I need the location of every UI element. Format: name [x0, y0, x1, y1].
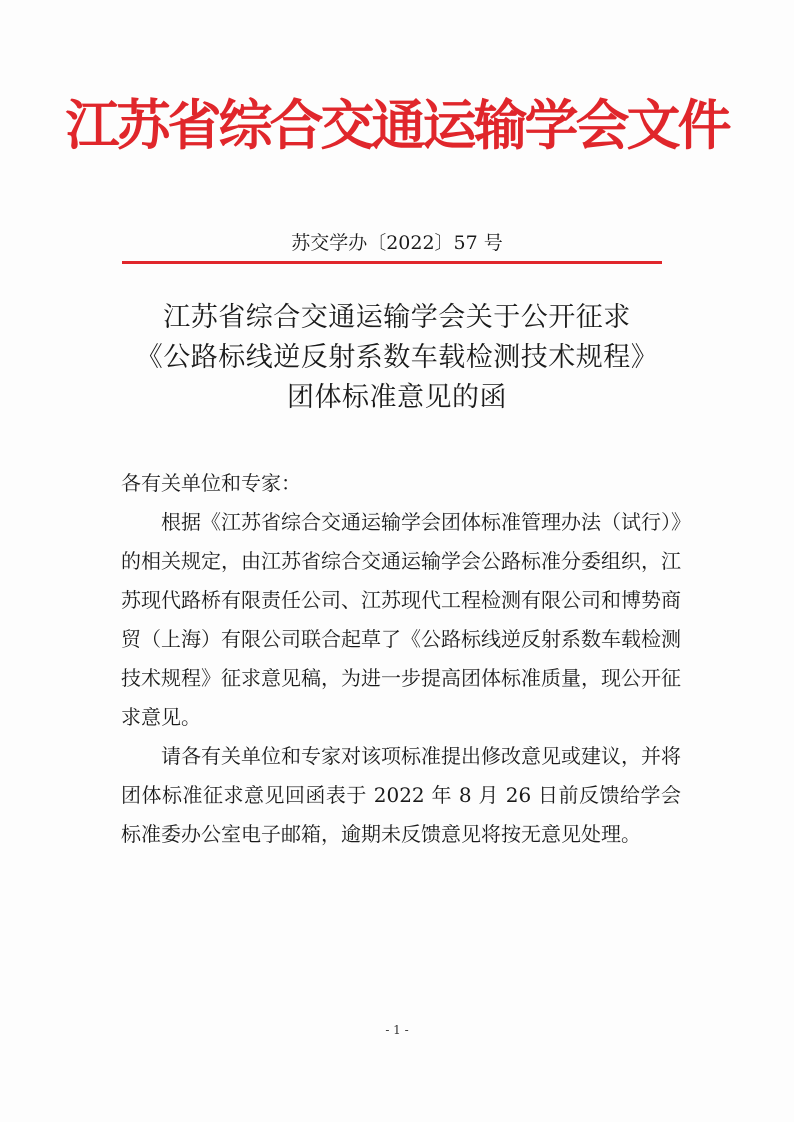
subject-line-2: 《公路标线逆反射系数车载检测技术规程》 — [135, 342, 659, 373]
body-paragraph-2: 请各有关单位和专家对该项标准提出修改意见或建议，并将团体标准征求意见回函表于 2022 年 8 月 26 日前反馈给学会标准委办公室电子邮箱，逾期未反馈意见将按无意见处理。 — [121, 744, 681, 846]
body-paragraph-1: 根据《江苏省综合交通运输学会团体标准管理办法（试行）》的相关规定，由江苏省综合交通运输学会公路标准分委组织，江苏现代路桥有限责任公司、江苏现代工程检测有限公司和博势商贸（上海）有限公司联合起草了《公路标线逆反射系数车载检测技术规程》征求意见稿，为进一步提高团体标准质量，现公开征求意见。 — [121, 510, 681, 729]
masthead-title: 江苏省综合交通运输学会文件 — [65, 93, 729, 157]
red-divider-line — [122, 261, 662, 264]
document-body — [121, 464, 681, 854]
subject-line-1: 江苏省综合交通运输学会关于公开征求 — [163, 302, 631, 333]
page-number: - 1 - — [385, 1023, 409, 1037]
salutation: 各有关单位和专家： — [121, 471, 301, 495]
subject-line-3: 团体标准意见的函 — [287, 382, 507, 413]
document-number: 苏交学办〔2022〕57 号 — [291, 232, 503, 254]
document-subject — [0, 298, 794, 418]
